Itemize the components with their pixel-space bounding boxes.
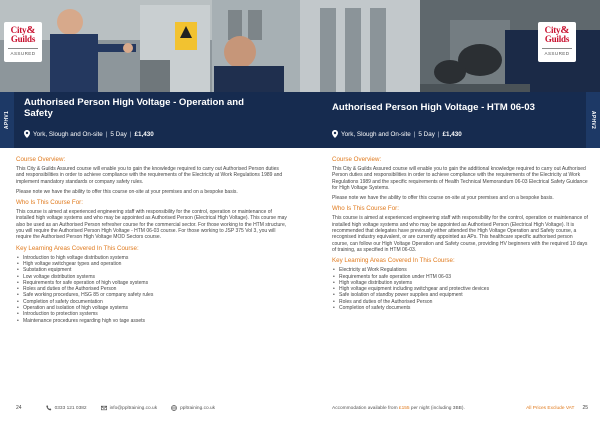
- left-footer: [16, 405, 215, 411]
- vat-note: All Prices Exclude VAT: [526, 406, 575, 411]
- phone-icon: [46, 405, 52, 411]
- list-item: • High voltage switchgear types and operation: [16, 261, 287, 267]
- list-item: • Maintenance procedures regarding high vo tage assets: [16, 318, 287, 324]
- course-code-tab: APHV2: [586, 92, 600, 148]
- onsite-note: Please note we have the ability to offer this course on-site at your premises and on a bespoke basis.: [332, 195, 554, 202]
- course-duration: 5 Day: [110, 130, 127, 138]
- who-text: This course is aimed at experienced engineering staff with responsibility for the control, operation or maintenance of installed high voltage systems and who may be appointed as Authorised Person (Electrical High Voltage). This course may also be used as an Authorised Person refresher course for the commercial sector. For those working to the HTM structure, you will require the Authorised Person High Voltage - HTM 06-03 course. For those working to JSP 375 Vol 3, you will require the Authorised Person High Voltage MOD Sectors course.: [16, 209, 287, 241]
- list-item: • Roles and duties of the Authorised Person: [332, 299, 588, 305]
- overview-heading: Course Overview:: [16, 156, 66, 163]
- overview-heading: Course Overview:: [332, 156, 382, 163]
- list-item: • Safe isolation of standby power supplies and equipment: [332, 292, 588, 298]
- list-item: • Requirements for safe operation of high voltage systems: [16, 280, 287, 286]
- city-and-guilds-logo: City& Guilds ASSURED: [4, 22, 42, 62]
- page-number: 25: [582, 405, 588, 411]
- who-text: This course is aimed at experienced engineering staff with responsibility for the control, operation or maintenance of installed high voltage systems and who may be appointed as Authorised Person (Electrical High Voltage). It is recommended that delegates have previously either attended the High Voltage Operation and Safety course, a recognised industry equivalent, or are currently appointed as APs. This healthcare specific authorised person course, can follow our High Voltage Operation and Safety course, providing HV beginners with the required 10 days of training, as specified in HTM 06-03.: [332, 215, 588, 253]
- website-link[interactable]: ppltraining.co.uk: [180, 405, 216, 411]
- list-item: • Completion of safety documentation: [16, 299, 287, 305]
- course-duration: 5 Day: [418, 130, 435, 138]
- title-band: [300, 92, 600, 148]
- engineers-photo: [0, 0, 300, 92]
- list-item: • Electricity at Work Regulations: [332, 267, 588, 273]
- list-item: • High voltage distribution systems: [332, 280, 588, 286]
- course-body: [332, 156, 588, 311]
- course-location: York, Slough and On-site: [33, 130, 103, 138]
- right-page: [300, 0, 600, 425]
- list-item: • Introduction to protection systems: [16, 311, 287, 317]
- course-title: Authorised Person High Voltage - Operation and Safety: [24, 97, 244, 119]
- city-and-guilds-logo: City& Guilds ASSURED: [538, 22, 576, 62]
- globe-icon: [171, 405, 177, 411]
- overview-text: This City & Guilds Assured course will enable you to gain the additional knowledge required to carry out Authorised Person duties and responsibilities in order to achieve compliance with the requirements of the Electricity at Work Regulations 1989 and the specific requirements of Health Technical Memorandum 06-03 Electrical Safety Guidance for High Voltage Systems.: [332, 166, 588, 191]
- email-link[interactable]: info@ppltraining.co.uk: [109, 405, 158, 411]
- location-pin-icon: [24, 130, 30, 138]
- course-location: York, Slough and On-site: [341, 130, 411, 138]
- course-meta: York, Slough and On-site | 5 Day | £1,430: [24, 130, 154, 138]
- list-item: • Completion of safety documents: [332, 305, 588, 311]
- page-number: 24: [16, 405, 22, 411]
- list-item: • Substation equipment: [16, 267, 287, 273]
- list-item: • Operation and isolation of high voltage systems: [16, 305, 287, 311]
- key-areas-heading: Key Learning Areas Covered In This Course:: [332, 257, 455, 265]
- course-title: Authorised Person High Voltage - HTM 06-03: [332, 102, 535, 113]
- list-item: • Roles and duties of the Authorised Person: [16, 286, 287, 292]
- accommodation-price: £155: [398, 405, 410, 411]
- list-item: • High voltage equipment including switchgear and protective devices: [332, 286, 588, 292]
- course-code-tab: APHV1: [0, 92, 14, 148]
- list-item: • Introduction to high voltage distribution systems: [16, 255, 287, 261]
- course-price: £1,430: [442, 130, 462, 138]
- email-icon: [101, 405, 107, 411]
- phone-link[interactable]: 0333 121 0382: [54, 405, 87, 411]
- list-item: • Safe working procedures, HSG 85 or company safety rules: [16, 292, 287, 298]
- who-heading: Who Is This Course For:: [16, 199, 83, 207]
- location-pin-icon: [332, 130, 338, 138]
- who-heading: Who Is This Course For:: [332, 205, 399, 213]
- overview-text: This City & Guilds Assured course will enable you to gain the knowledge required to carry out Authorised Person duties and responsibilities in order to achieve compliance with the requirements of the Electricity at Work Regulations 1989 and implement mandatory standards or company safety rules.: [16, 166, 283, 185]
- course-meta: York, Slough and On-site | 5 Day | £1,430: [332, 130, 462, 138]
- accommodation-note: Accommodation available from £155 per night (including 3BB).: [332, 405, 465, 411]
- course-price: £1,430: [134, 130, 154, 138]
- course-body: [16, 156, 287, 324]
- key-areas-list: [16, 255, 287, 324]
- onsite-note: Please note we have the ability to offer this course on-site at your premises and on a bespoke basis.: [16, 188, 238, 195]
- key-areas-heading: Key Learning Areas Covered In This Course:: [16, 244, 139, 252]
- list-item: • Low voltage distribution systems: [16, 274, 287, 280]
- right-footer: [332, 405, 588, 411]
- list-item: • Requirements for safe operation under HTM 06-03: [332, 274, 588, 280]
- key-areas-list: [332, 267, 588, 311]
